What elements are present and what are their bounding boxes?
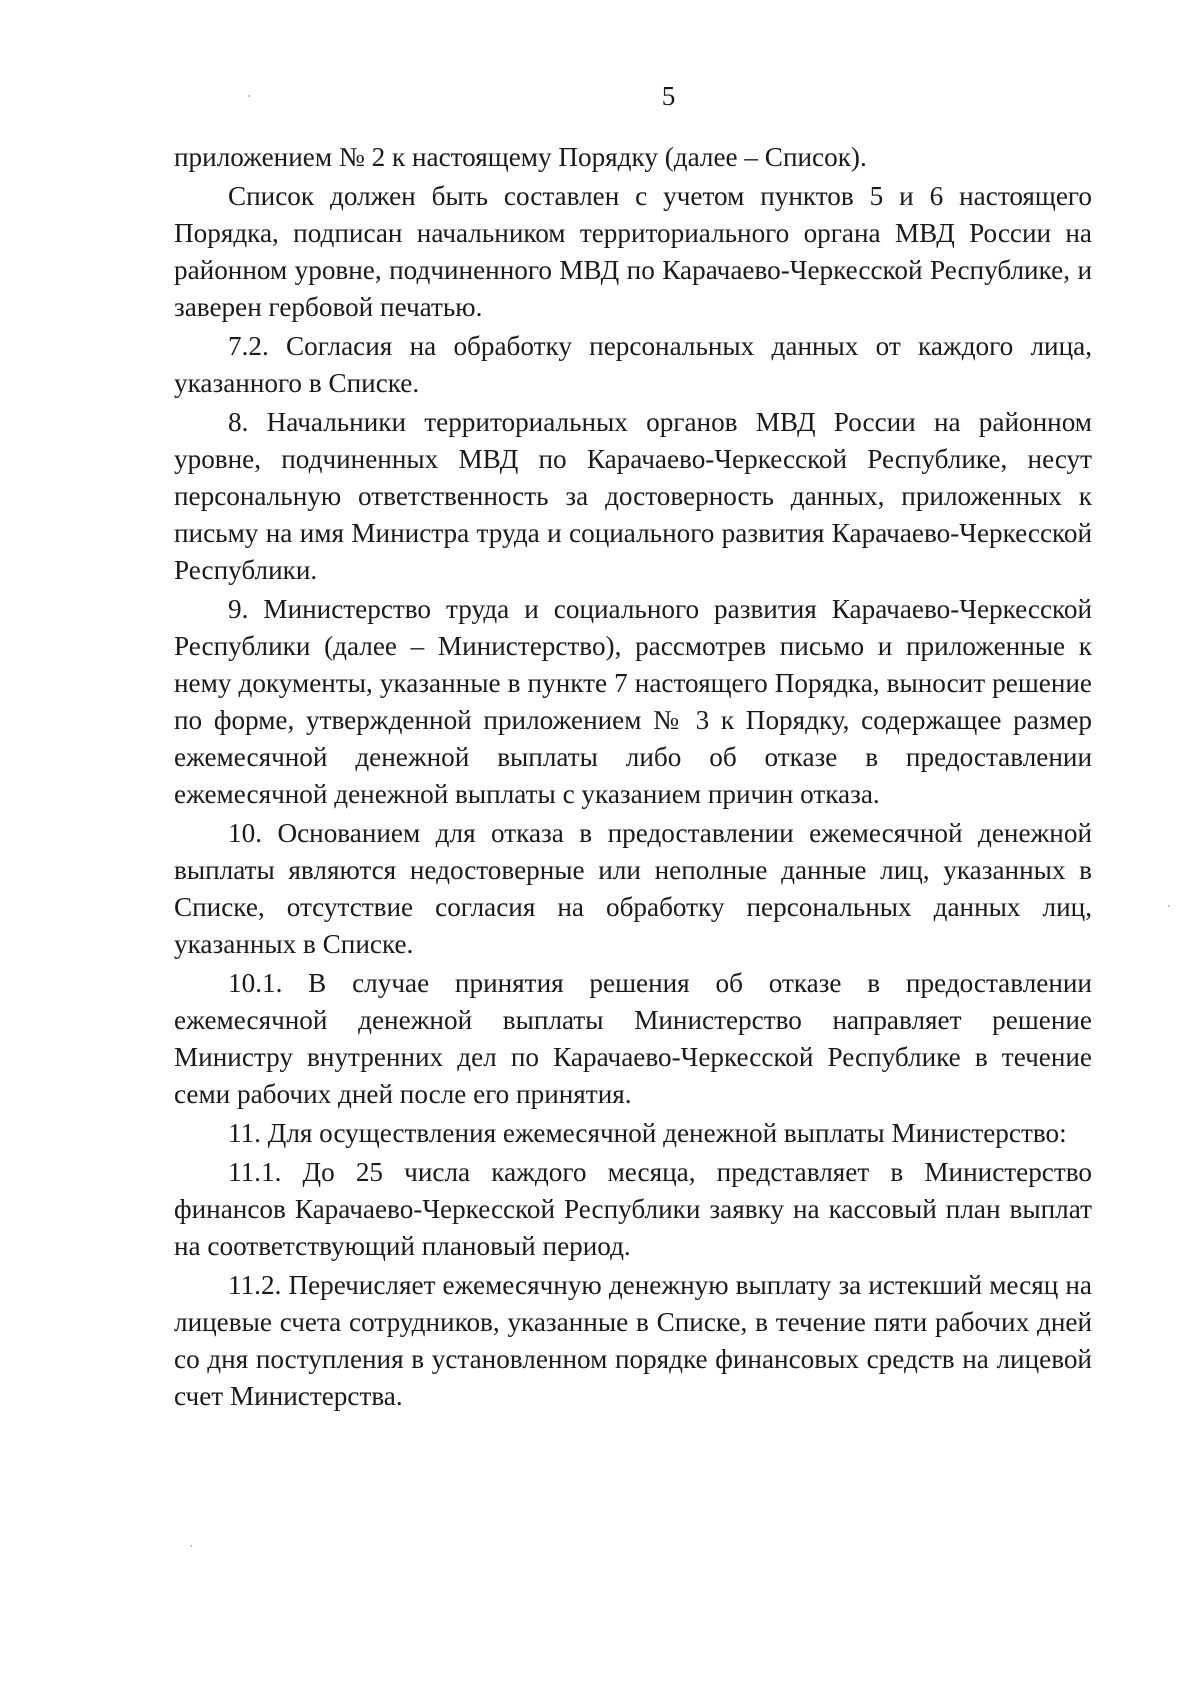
scan-speck: [248, 95, 250, 97]
paragraph-11-1: 11.1. До 25 числа каждого месяца, представляет в Министерство финансов Карачаево-Черкесской Республики заявку на кассовый план выплат на соответствующий плановый период.: [174, 1157, 1092, 1261]
paragraph-8: 8. Начальники территориальных органов МВД России на районном уровне, подчиненных МВД по Карачаево-Черкесской Республике, несут персональную ответственность за достоверность данных, приложенных к письму на имя Министра труда и социального развития Карачаево-Черкесской Республики.: [174, 407, 1092, 585]
paragraph-list-requirements: Список должен быть составлен с учетом пунктов 5 и 6 настоящего Порядка, подписан начальником территориального органа МВД России на районном уровне, подчиненного МВД по Карачаево-Черкесской Республике, и заверен гербовой печатью.: [174, 181, 1092, 322]
paragraph-11-2: 11.2. Перечисляет ежемесячную денежную выплату за истекший месяц на лицевые счета сотрудников, указанные в Списке, в течение пяти рабочих дней со дня поступления в установленном порядке финансовых средств на лицевой счет Министерства.: [174, 1270, 1092, 1411]
paragraph-9: 9. Министерство труда и социального развития Карачаево-Черкесской Республики (далее – Министерство), рассмотрев письмо и приложенные к нему документы, указанные в пункте 7 настоящего Порядка, выносит решение по форме, утвержденной приложением № 3 к Порядку, содержащее размер ежемесячной денежной выплаты либо об отказе в предоставлении ежемесячной денежной выплаты с указанием причин отказа.: [174, 594, 1092, 809]
page-number: 5: [661, 81, 676, 111]
paragraph-7-2: 7.2. Согласия на обработку персональных данных от каждого лица, указанного в Списке.: [174, 331, 1092, 398]
scan-speck: [1168, 905, 1170, 907]
scan-speck: [190, 1545, 192, 1547]
paragraph-list-reference: приложением № 2 к настоящему Порядку (далее – Список).: [174, 142, 867, 172]
paragraph-11: 11. Для осуществления ежемесячной денежной выплаты Министерство:: [228, 1118, 1067, 1148]
paragraph-10-1: 10.1. В случае принятия решения об отказе в предоставлении ежемесячной денежной выплаты Министерство направляет решение Министру внутренних дел по Карачаево-Черкесской Республике в течение семи рабочих дней после его принятия.: [174, 968, 1092, 1109]
document-body: [174, 139, 1092, 1417]
paragraph-10: 10. Основанием для отказа в предоставлении ежемесячной денежной выплаты являются недостоверные или неполные данные лиц, указанных в Списке, отсутствие согласия на обработку персональных данных лиц, указанных в Списке.: [174, 818, 1092, 959]
